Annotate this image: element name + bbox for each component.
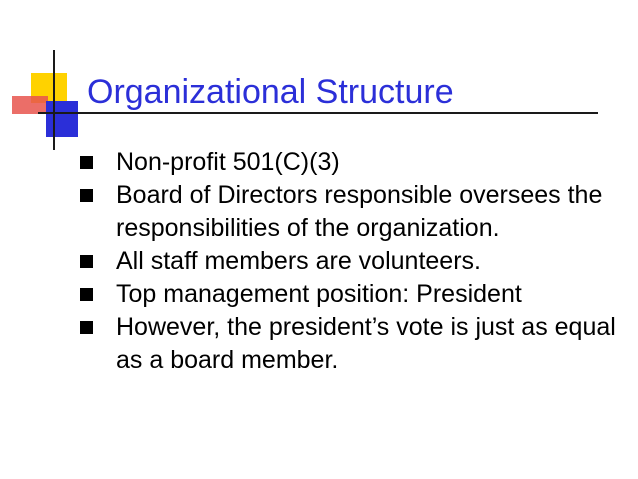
bullet-list (80, 146, 630, 377)
bullet-text: All staff members are volunteers. (116, 247, 481, 275)
decorative-vertical-line (53, 50, 55, 150)
decorative-blue-block (46, 101, 78, 137)
bullet-text: Board of Directors responsible oversees the responsibilities of the organization. (116, 181, 603, 242)
bullet-item (80, 179, 630, 245)
bullet-item (80, 311, 630, 377)
bullet-text: Top management position: President (116, 280, 522, 308)
bullet-item (80, 146, 630, 179)
bullet-item (80, 278, 630, 311)
square-bullet-icon (80, 288, 93, 301)
bullet-text: Non-profit 501(C)(3) (116, 148, 340, 176)
slide-title: Organizational Structure (87, 73, 454, 111)
bullet-item (80, 245, 630, 278)
square-bullet-icon (80, 321, 93, 334)
square-bullet-icon (80, 255, 93, 268)
square-bullet-icon (80, 156, 93, 169)
square-bullet-icon (80, 189, 93, 202)
title-underline (38, 112, 598, 114)
bullet-text: However, the president’s vote is just as equal as a board member. (116, 313, 616, 374)
